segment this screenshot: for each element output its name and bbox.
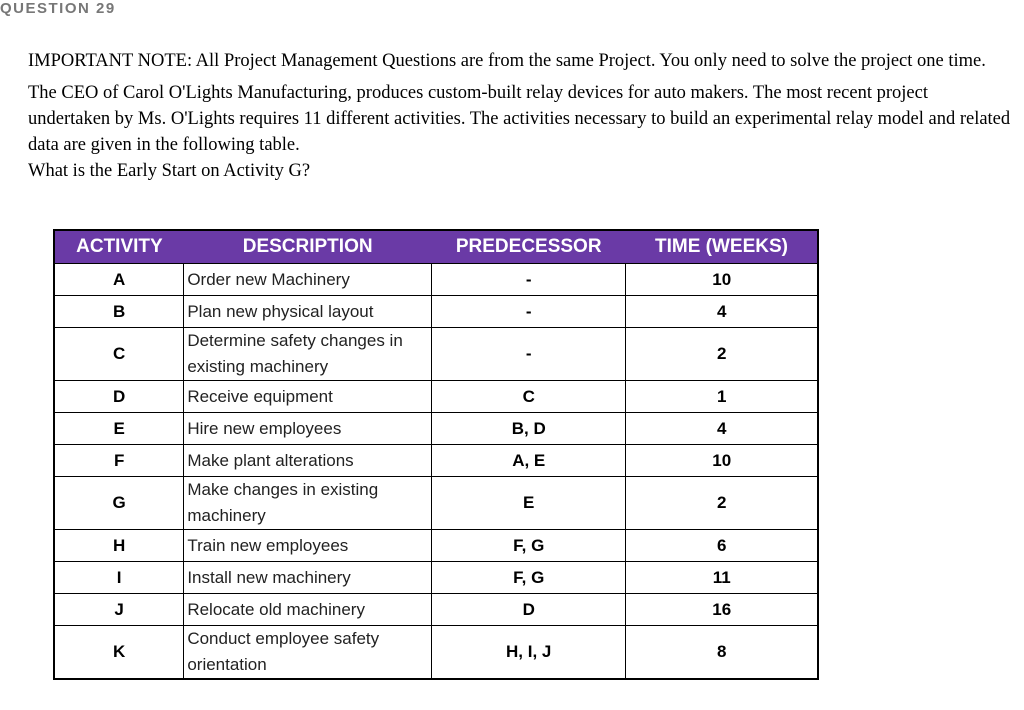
description-cell: Conduct employee safety orientation bbox=[184, 626, 432, 680]
activity-cell: K bbox=[54, 626, 184, 680]
activity-cell: F bbox=[54, 445, 184, 477]
time-cell: 1 bbox=[626, 381, 818, 413]
predecessor-cell: C bbox=[431, 381, 626, 413]
time-cell: 4 bbox=[626, 413, 818, 445]
scenario-paragraph bbox=[28, 80, 1013, 184]
time-cell: 16 bbox=[626, 594, 818, 626]
table-row bbox=[54, 562, 818, 594]
table-row bbox=[54, 328, 818, 381]
predecessor-cell: B, D bbox=[431, 413, 626, 445]
activity-cell: H bbox=[54, 530, 184, 562]
table-row bbox=[54, 530, 818, 562]
description-cell: Make changes in existing machinery bbox=[184, 477, 432, 530]
description-cell: Determine safety changes in existing machinery bbox=[184, 328, 432, 381]
predecessor-cell: D bbox=[431, 594, 626, 626]
time-cell: 10 bbox=[626, 264, 818, 296]
predecessor-cell: - bbox=[431, 296, 626, 328]
time-cell: 2 bbox=[626, 328, 818, 381]
predecessor-cell: F, G bbox=[431, 562, 626, 594]
question-number-label: QUESTION 29 bbox=[0, 0, 116, 17]
activity-cell: A bbox=[54, 264, 184, 296]
activity-table bbox=[53, 229, 819, 680]
predecessor-cell: H, I, J bbox=[431, 626, 626, 680]
header-activity: ACTIVITY bbox=[54, 230, 184, 264]
activity-cell: D bbox=[54, 381, 184, 413]
activity-cell: C bbox=[54, 328, 184, 381]
description-cell: Relocate old machinery bbox=[184, 594, 432, 626]
predecessor-cell: E bbox=[431, 477, 626, 530]
description-cell: Order new Machinery bbox=[184, 264, 432, 296]
predecessor-cell: A, E bbox=[431, 445, 626, 477]
description-cell: Hire new employees bbox=[184, 413, 432, 445]
table-row bbox=[54, 626, 818, 680]
table-row bbox=[54, 296, 818, 328]
header-predecessor: PREDECESSOR bbox=[431, 230, 626, 264]
description-cell: Receive equipment bbox=[184, 381, 432, 413]
table-row bbox=[54, 413, 818, 445]
time-cell: 2 bbox=[626, 477, 818, 530]
header-time: TIME (WEEKS) bbox=[626, 230, 818, 264]
description-cell: Train new employees bbox=[184, 530, 432, 562]
time-cell: 8 bbox=[626, 626, 818, 680]
important-note-paragraph: IMPORTANT NOTE: All Project Management Questions are from the same Project. You only need to solve the project one time. bbox=[28, 51, 986, 71]
table-row bbox=[54, 381, 818, 413]
activity-cell: J bbox=[54, 594, 184, 626]
scenario-text: The CEO of Carol O'Lights Manufacturing, produces custom-built relay devices for auto makers. The most recent project undertaken by Ms. O'Lights requires 11 different activities. The activities necessary to build an experimental relay model and related data are given in the following table. bbox=[28, 83, 1011, 155]
activity-cell: E bbox=[54, 413, 184, 445]
predecessor-cell: F, G bbox=[431, 530, 626, 562]
time-cell: 6 bbox=[626, 530, 818, 562]
activity-cell: G bbox=[54, 477, 184, 530]
time-cell: 4 bbox=[626, 296, 818, 328]
activity-cell: B bbox=[54, 296, 184, 328]
question-body bbox=[28, 48, 1013, 184]
activity-cell: I bbox=[54, 562, 184, 594]
table-header-row bbox=[54, 230, 818, 264]
table-row bbox=[54, 477, 818, 530]
description-cell: Plan new physical layout bbox=[184, 296, 432, 328]
table-row bbox=[54, 264, 818, 296]
question-prompt: What is the Early Start on Activity G? bbox=[28, 161, 311, 181]
description-cell: Install new machinery bbox=[184, 562, 432, 594]
header-description: DESCRIPTION bbox=[184, 230, 432, 264]
table-row bbox=[54, 445, 818, 477]
description-cell: Make plant alterations bbox=[184, 445, 432, 477]
predecessor-cell: - bbox=[431, 328, 626, 381]
table-row bbox=[54, 594, 818, 626]
time-cell: 10 bbox=[626, 445, 818, 477]
predecessor-cell: - bbox=[431, 264, 626, 296]
time-cell: 11 bbox=[626, 562, 818, 594]
